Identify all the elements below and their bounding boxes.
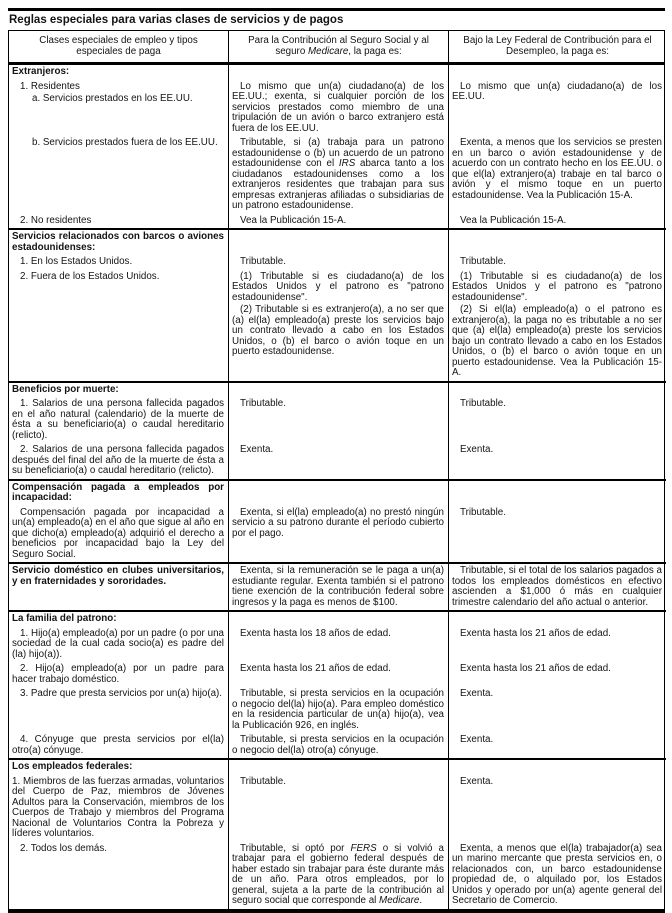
cell-paragraph: 1. Salarios de una persona fallecida pagados en el año natural (calendario) de la muerte de ésta a su beneficiario(a) o caudal hereditario (relicto).	[12, 398, 224, 441]
cell-paragraph: (1) Tributable si es ciudadano(a) de los Estados Unidos y el patrono es "patrono estadounidense".	[452, 270, 662, 303]
cell-paragraph: Exenta, a menos que los servicios se presten en un barco o avión estadounidense y de acuerdo con un contrato hecho en los EE.UU. o que el(la) extranjero(a) trabaje en tal barco o avión y el mismo toque en un puerto estadounidense. Vea la Publicación 15-A.	[452, 137, 662, 201]
cell-paragraph: b. Servicios prestados fuera de los EE.UU.	[32, 137, 218, 148]
table-cell	[228, 136, 448, 214]
cell-paragraph: Exenta hasta los 21 años de edad.	[240, 663, 391, 674]
cell-paragraph: Vea la Publicación 15-A.	[460, 214, 567, 226]
column-header: Para la Contribución al Seguro Social y al seguro Medicare, la paga es:	[228, 31, 448, 62]
rules-table	[8, 31, 665, 909]
cell-paragraph: 1. Hijo(a) empleado(a) por un padre (o por una sociedad de la cual cada socio(a) es padre del (la) hijo(a)).	[12, 627, 224, 660]
cell-paragraph: Exenta hasta los 21 años de edad.	[460, 627, 611, 639]
table-cell	[448, 562, 666, 610]
cell-paragraph: Exenta.	[460, 444, 494, 455]
cell-paragraph: Exenta.	[460, 734, 494, 745]
table-cell	[228, 270, 448, 381]
table-cell	[448, 610, 666, 627]
table-cell	[448, 65, 666, 80]
table-cell	[228, 381, 448, 398]
table-cell	[448, 270, 666, 381]
cell-paragraph: Tributable, si presta servicios en la ocupación o negocio del(la) hijo(a). Para empleo doméstico en la residencia particular de un(a) hijo(a), vea la Publicación 926, en inglés.	[232, 688, 444, 731]
table-cell	[448, 758, 666, 775]
table-cell	[9, 443, 228, 479]
table-cell	[9, 687, 228, 733]
table-cell	[9, 136, 228, 214]
section-heading: Extranjeros:	[12, 66, 70, 77]
cell-paragraph: Exenta.	[240, 444, 274, 455]
cell-paragraph: 1. Miembros de las fuerzas armadas, voluntarios del Cuerpo de Paz, miembros de Jóvenes Adultos para la Conservación, miembros de los Cuerpos de Trabajo y miembros del Programa Nacional de Voluntarios Contra la Pobreza y líderes voluntarios.	[12, 775, 224, 839]
table-cell	[228, 65, 448, 80]
table-cell	[9, 270, 228, 381]
table-cell	[448, 381, 666, 398]
table-cell	[9, 381, 228, 398]
cell-paragraph: Tributable.	[460, 398, 506, 409]
table-cell	[448, 443, 666, 479]
table-cell	[448, 775, 666, 842]
cell-paragraph: Exenta hasta los 21 años de edad.	[460, 663, 611, 674]
table-title: Reglas especiales para varias clases de servicios y de pagos	[8, 11, 665, 31]
table-cell	[228, 758, 448, 775]
cell-paragraph: Exenta hasta los 18 años de edad.	[240, 627, 391, 639]
table-cell	[448, 687, 666, 733]
table-cell	[228, 610, 448, 627]
section-heading: Los empleados federales:	[12, 761, 133, 772]
table-cell	[9, 80, 228, 137]
table-cell	[448, 136, 666, 214]
table-cell	[448, 662, 666, 687]
section-heading: Compensación pagada a empleados por incapacidad:	[12, 481, 224, 503]
cell-paragraph: 1. En los Estados Unidos.	[20, 256, 133, 267]
table-cell	[9, 397, 228, 443]
cell-paragraph: Tributable.	[460, 256, 506, 267]
table-cell	[9, 662, 228, 687]
cell-paragraph: Exenta, a menos que el(la) trabajador(a) sea un marino mercante que presta servicios en, o relacionados con, un barco estadounidense propiedad de, o alquilado por, los Estados Unidos y operado por un(a) agente general del Secretario de Comercio.	[452, 842, 662, 906]
table-cell	[228, 733, 448, 758]
table-cell	[448, 842, 666, 909]
table-cell	[9, 506, 228, 563]
table-cell	[448, 228, 666, 255]
cell-paragraph: Tributable, si presta servicios en la ocupación o negocio del(la) otro(a) cónyuge.	[232, 734, 444, 756]
table-cell	[9, 775, 228, 842]
cell-paragraph: 2. Todos los demás.	[20, 842, 107, 854]
column-header: Bajo la Ley Federal de Contribución para el Desempleo, la paga es:	[448, 31, 666, 62]
cell-paragraph: (1) Tributable si es ciudadano(a) de los Estados Unidos y el patrono es "patrono estadounidense".	[232, 270, 444, 303]
table-cell	[228, 255, 448, 270]
table-cell	[9, 758, 228, 775]
table-cell	[228, 662, 448, 687]
bottom-rule	[8, 909, 665, 913]
rules-table-header	[9, 31, 664, 65]
table-cell	[228, 562, 448, 610]
cell-paragraph: Vea la Publicación 15-A.	[240, 214, 347, 226]
cell-paragraph: 4. Cónyuge que presta servicios por el(la) otro(a) cónyuge.	[12, 734, 224, 756]
cell-paragraph: 2. Fuera de los Estados Unidos.	[20, 270, 160, 282]
cell-paragraph: Tributable.	[240, 398, 286, 409]
table-cell	[9, 65, 228, 80]
cell-paragraph: Tributable.	[240, 775, 286, 787]
section-heading: Beneficios por muerte:	[12, 383, 119, 395]
cell-paragraph: Tributable, si optó por FERS o si volvió a trabajar para el gobierno federal después de haber estado sin trabajar para éste durante más de un año. Para otros empleados, por lo general, sujeta a la parte de la contribución al seguro social que corresponde al Medicare.	[232, 842, 444, 906]
table-cell	[9, 228, 228, 255]
section-heading: La familia del patrono:	[12, 613, 117, 624]
cell-paragraph: Tributable, si el total de los salarios pagados a todos los empleados domésticos en efectivo ascienden a $1,000 ó más en cualquier trimestre calendario del año actual o anterior.	[452, 565, 662, 608]
cell-paragraph: Exenta.	[460, 775, 494, 787]
cell-paragraph: Tributable, si (a) trabaja para un patrono estadounidense o (b) un acuerdo de un patrono estadounidense con el IRS abarca tanto a los ciudadanos estadounidenses como a los extranjeros residentes que trabajan para sus empresas extranjeras afiliadas o subsidiarias de un patrono estadounidense.	[232, 137, 444, 211]
table-cell	[228, 479, 448, 506]
cell-paragraph: Exenta.	[460, 688, 494, 699]
table-cell	[228, 842, 448, 909]
cell-paragraph: 3. Padre que presta servicios por un(a) hijo(a).	[20, 688, 223, 699]
cell-paragraph: Compensación pagada por incapacidad a un(a) empleado(a) en el año que sigue al año en que dicho(a) empleado(a) adquirió el derecho a beneficios por incapacidad bajo la Ley del Seguro Social.	[12, 506, 224, 560]
table-cell	[448, 80, 666, 137]
cell-paragraph: Exenta, si la remuneración se le paga a un(a) estudiante regular. Exenta también si el patrono tiene exención de la contribución federal sobre ingresos y la paga es menos de $100.	[232, 565, 444, 608]
table-cell	[228, 443, 448, 479]
table-cell	[228, 214, 448, 229]
table-cell	[448, 214, 666, 229]
section-heading: Servicio doméstico en clubes universitarios, y en fraternidades y sororidades.	[12, 565, 224, 587]
cell-paragraph: Exenta, si el(la) empleado(a) no prestó ningún servicio a su patrono durante el período cubierto por el pago.	[232, 506, 444, 539]
cell-paragraph: 2. Hijo(a) empleado(a) por un padre para hacer trabajo doméstico.	[12, 663, 224, 685]
cell-paragraph: (2) Si el(la) empleado(a) o el patrono es extranjero(a), la paga no es tributable a no ser que (a) el(la) empleado(a) preste los servicios bajo un contrato llevado a cabo en los Estados Unidos, o (b) el barco o avión toque en un puerto estadounidense. Vea la Publicación 15-A.	[452, 304, 662, 378]
table-cell	[448, 733, 666, 758]
cell-paragraph: 2. No residentes	[20, 214, 92, 226]
table-cell	[228, 775, 448, 842]
table-cell	[228, 627, 448, 663]
table-cell	[9, 255, 228, 270]
table-cell	[9, 479, 228, 506]
table-cell	[228, 397, 448, 443]
table-cell	[9, 733, 228, 758]
table-cell	[228, 506, 448, 563]
document-page	[8, 8, 665, 913]
table-cell	[448, 255, 666, 270]
table-cell	[228, 228, 448, 255]
cell-paragraph: a. Servicios prestados en los EE.UU.	[32, 93, 193, 104]
table-cell	[9, 627, 228, 663]
rules-table-body	[9, 65, 664, 909]
cell-paragraph: (2) Tributable si es extranjero(a), a no ser que (a) el(la) empleado(a) preste los servicios bajo un contrato llevado a cabo en los Estados Unidos, o (b) el barco o avión toque en un puerto estadounidense.	[232, 304, 444, 357]
cell-paragraph: Lo mismo que un(a) ciudadano(a) de los EE.UU.; exenta, si cualquier porción de los servicios prestados como miembro de una tripulación de un avión o barco extranjero está fuera de los EE.UU.	[232, 80, 444, 134]
column-header: Clases especiales de empleo y tipos especiales de paga	[39, 35, 198, 57]
table-cell	[9, 610, 228, 627]
table-cell	[448, 506, 666, 563]
table-cell	[9, 842, 228, 909]
table-cell	[448, 627, 666, 663]
cell-paragraph: 2. Salarios de una persona fallecida pagados después del final del año de la muerte de ésta a su beneficiario(a) o caudal hereditario (relicto).	[12, 444, 224, 476]
cell-paragraph: Tributable.	[460, 506, 506, 518]
table-cell	[9, 562, 228, 610]
table-cell	[228, 687, 448, 733]
table-cell	[9, 214, 228, 229]
cell-paragraph: Tributable.	[240, 256, 286, 267]
table-cell	[448, 397, 666, 443]
cell-paragraph: 1. Residentes	[20, 80, 80, 92]
cell-paragraph: Lo mismo que un(a) ciudadano(a) de los EE.UU.	[452, 80, 662, 102]
table-cell	[448, 479, 666, 506]
table-cell	[228, 80, 448, 137]
section-heading: Servicios relacionados con barcos o aviones estadounidenses:	[12, 231, 224, 253]
